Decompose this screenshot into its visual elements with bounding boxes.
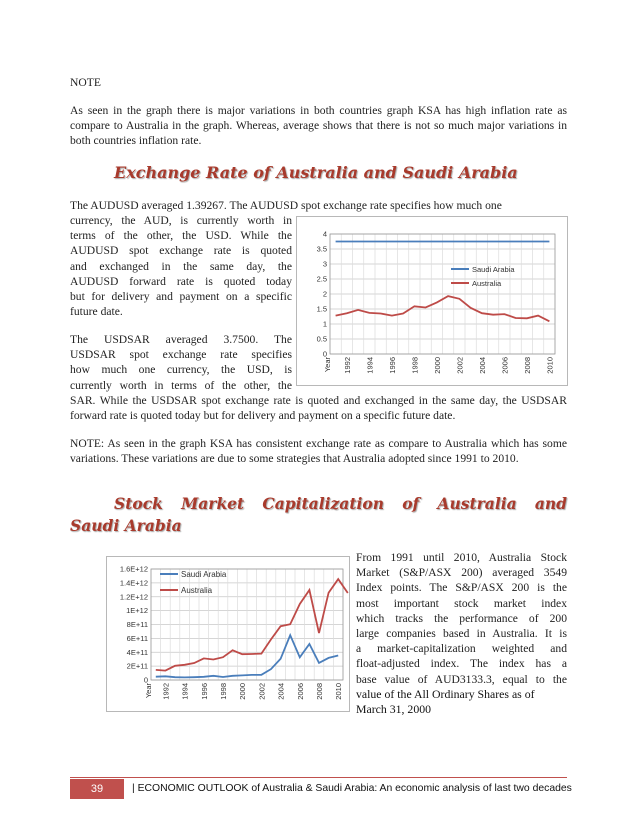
y-tick-label: 1.5 — [316, 304, 327, 314]
y-tick-label: 4E+11 — [126, 647, 148, 657]
note-body: As seen in the graph there is major variations in both countries graph KSA has high inflation rate as compare to Australia in the graph. Whereas, average shows that there is not so much major variations in both countries inflation rate. — [70, 104, 567, 148]
exchange-para1-line4: and exchanged in the same day, the — [70, 259, 292, 273]
exchange-para1-column — [70, 213, 292, 319]
stock-market-heading-line1: Stock Market Capitalization of Australia and — [114, 494, 567, 513]
y-tick-label: 1.4E+12 — [119, 578, 148, 588]
x-tick-label: 1996 — [387, 357, 397, 374]
y-tick-label: 6E+11 — [126, 633, 148, 643]
stock-para-line8: float-adjusted index. The index has a — [356, 657, 567, 671]
stock-para-line2: Market (S&P/ASX 200) averaged 3549 — [356, 566, 567, 580]
exchange-para2-rest: SAR. While the USDSAR spot exchange rate is quoted and exchanged in the same day, the USDSAR forward rate is quoted today but for delivery and payment on a specific future date. — [70, 394, 567, 423]
x-tick-label: 1992 — [161, 683, 171, 700]
x-tick-label: 2010 — [334, 683, 344, 700]
exchange-rate-chart-svg — [296, 216, 568, 386]
legend-label: Australia — [472, 279, 502, 288]
y-tick-label: 1.6E+12 — [119, 564, 148, 574]
x-tick-label: 2002 — [257, 683, 267, 700]
legend-label: Saudi Arabia — [181, 570, 227, 579]
exchange-para2-column — [70, 332, 292, 393]
x-tick-label: 1998 — [410, 357, 420, 374]
y-tick-label: 8E+11 — [126, 620, 148, 629]
exchange-rate-heading: Exchange Rate of Australia and Saudi Arabia — [114, 163, 518, 182]
x-tick-label: 2000 — [432, 357, 442, 374]
exchange-para1-line6: but for delivery and payment on a specific — [70, 290, 292, 304]
page-footer — [70, 779, 572, 799]
x-tick-label: 2010 — [545, 357, 555, 374]
y-tick-label: 3.5 — [316, 244, 327, 254]
x-tick-label: 2008 — [522, 357, 532, 374]
legend-label: Saudi Arabia — [472, 265, 515, 274]
x-tick-label: 2006 — [295, 683, 305, 700]
exchange-para1-line2: terms of the other, the USD. While the — [70, 229, 292, 243]
stock-market-chart-svg — [106, 556, 350, 712]
footer-text: | ECONOMIC OUTLOOK of Australia & Saudi Arabia: An economic analysis of last two decades — [132, 783, 572, 794]
y-tick-label: 1.2E+12 — [119, 592, 148, 602]
x-tick-label: 2004 — [276, 683, 286, 700]
x-tick-label: Year — [144, 683, 153, 699]
y-tick-label: 4 — [322, 229, 327, 239]
stock-para-line9: base value of AUD3133.3, equal to the — [356, 672, 567, 686]
x-tick-label: 1996 — [199, 683, 209, 700]
x-tick-label: 2002 — [455, 357, 465, 374]
page-number: 39 — [70, 779, 124, 799]
y-tick-label: 2 — [322, 289, 327, 299]
y-tick-label: 1E+12 — [126, 606, 148, 616]
x-tick-label: 1998 — [219, 683, 228, 700]
x-tick-label: Year — [323, 357, 332, 373]
exchange-para2-line2: USDSAR spot exchange rate specifies — [70, 348, 292, 362]
note-title: NOTE — [70, 76, 101, 89]
exchange-para1-line0: The AUDUSD averaged 1.39267. The AUDUSD spot exchange rate specifies how much one — [70, 199, 502, 212]
y-tick-label: 0.5 — [316, 334, 327, 344]
x-tick-label: 2006 — [500, 357, 510, 374]
exchange-para1-line1: currency, the AUD, is currently worth in — [70, 214, 292, 227]
x-tick-label: 1992 — [342, 357, 352, 374]
exchange-rate-chart — [296, 216, 568, 386]
stock-market-para — [356, 550, 567, 717]
stock-para-line1: From 1991 until 2010, Australia Stock — [356, 551, 567, 564]
exchange-para1-line5: AUDUSD forward rate is quoted today — [70, 274, 292, 288]
y-tick-label: 0 — [322, 349, 327, 359]
stock-para-line6: large companies based in Australia. It is — [356, 627, 567, 641]
stock-para-line7: a market-capitalization weighted and — [356, 642, 567, 656]
exchange-para2-line3: how much one currency, the USD, is — [70, 363, 292, 377]
exchange-para2-line4: currently worth in terms of the other, the — [70, 378, 292, 392]
exchange-para1-line7: future date. — [70, 305, 123, 319]
exchange-para1-line3: AUDUSD spot exchange rate is quoted — [70, 244, 292, 258]
x-tick-label: 2008 — [315, 683, 324, 700]
stock-para-line5: which tracks the performance of 200 — [356, 611, 567, 625]
x-tick-label: 2004 — [477, 357, 487, 374]
y-tick-label: 3 — [322, 259, 327, 269]
exchange-para2-line1: The USDSAR averaged 3.7500. The — [70, 333, 292, 346]
x-tick-label: 1994 — [365, 357, 375, 374]
stock-market-heading-line2: Saudi Arabia — [70, 516, 182, 535]
x-tick-label: 2000 — [238, 683, 248, 700]
stock-para-tail: value of the All Ordinary Shares as of March 31, 2000 — [356, 686, 535, 717]
stock-market-chart — [106, 556, 350, 712]
y-tick-label: 2E+11 — [126, 661, 148, 671]
exchange-note: NOTE: As seen in the graph KSA has consistent exchange rate as compare to Australia which has some variations. These variations are due to some strategies that Australia adopted since 1991 to 2010. — [70, 437, 567, 466]
y-tick-label: 2.5 — [316, 274, 327, 284]
stock-para-line3: Index points. The S&P/ASX 200 is the — [356, 581, 567, 595]
y-tick-label: 1 — [322, 319, 327, 329]
footer-rule — [70, 777, 567, 778]
y-tick-label: 0 — [143, 675, 148, 685]
legend-label: Australia — [181, 586, 213, 595]
stock-para-line4: most important stock market index — [356, 596, 567, 610]
x-tick-label: 1994 — [180, 683, 190, 700]
